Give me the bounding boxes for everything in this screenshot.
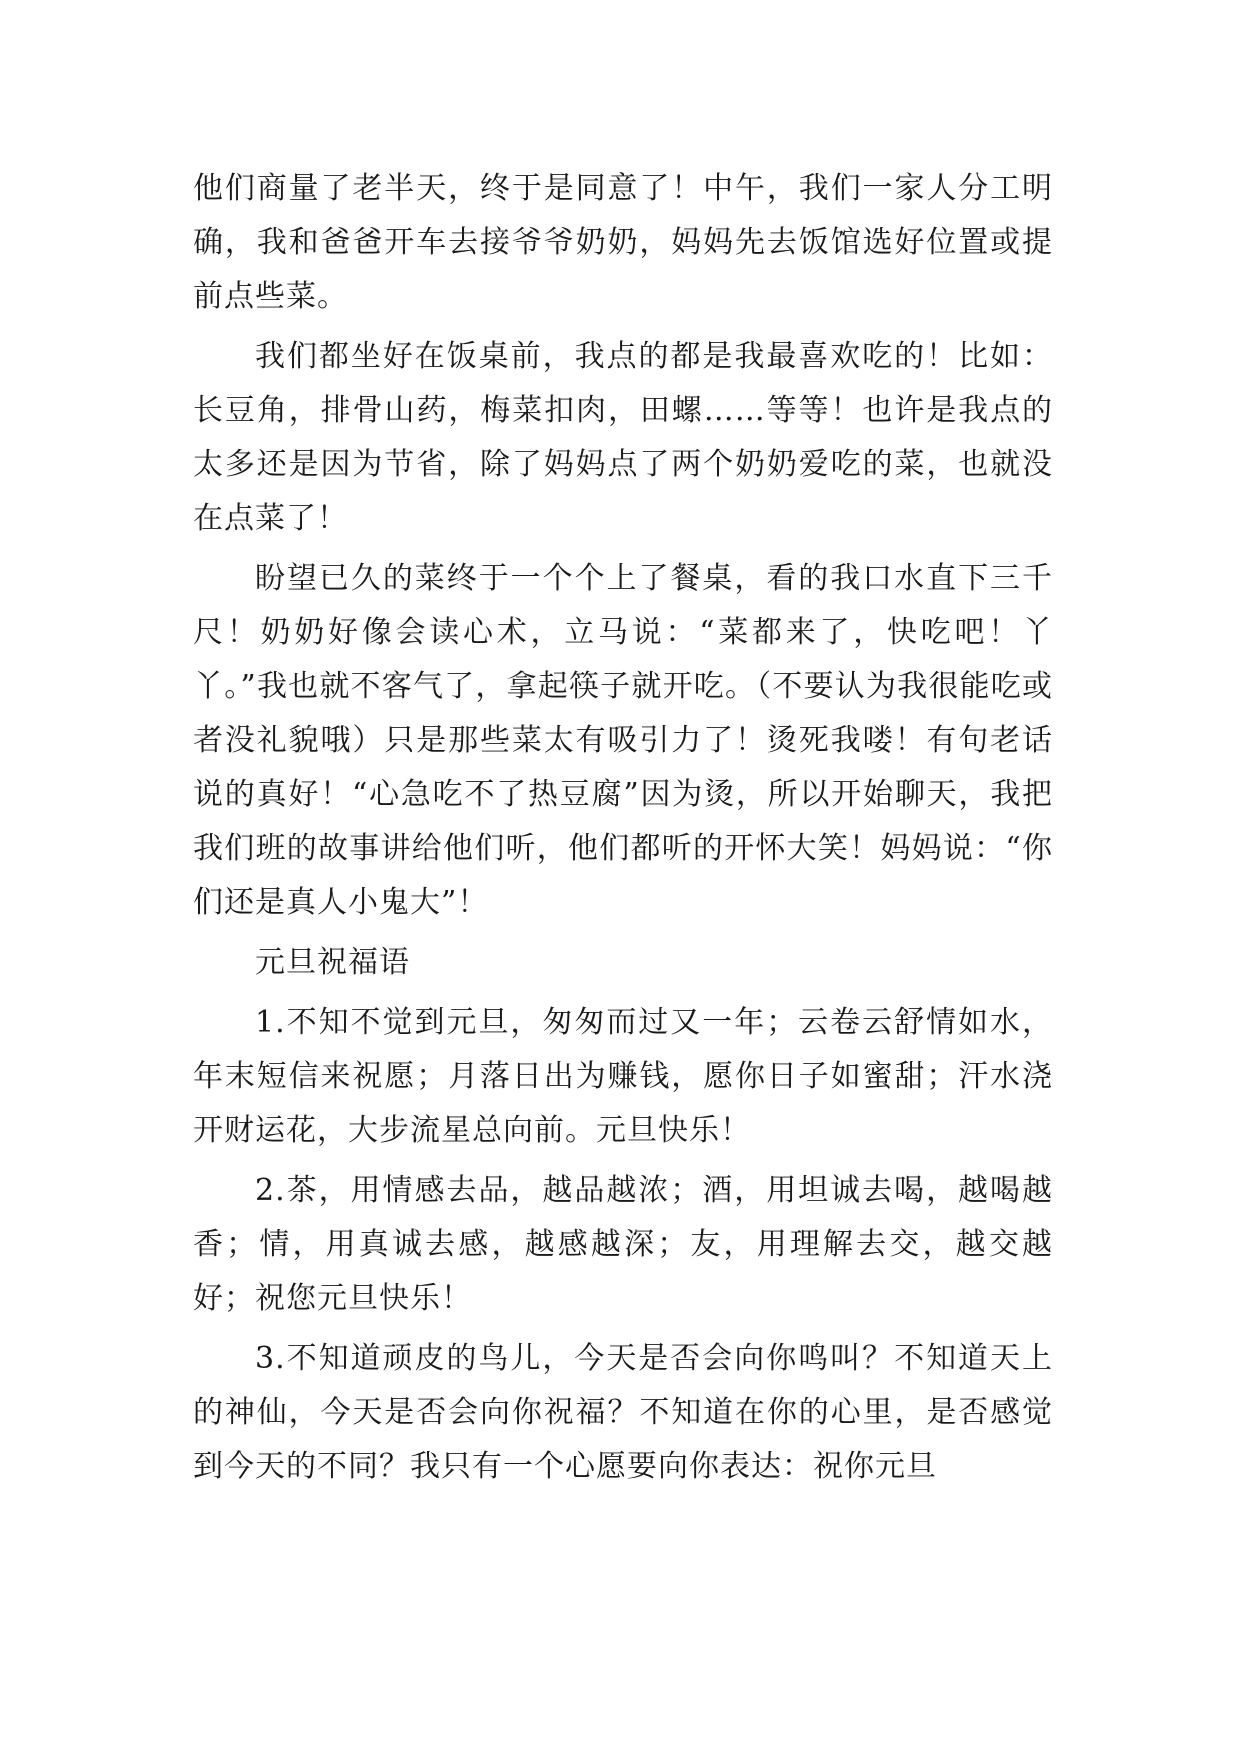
- wish-item: 3.不知道顽皮的鸟儿，今天是否会向你鸣叫？不知道天上的神仙，今天是否会向你祝福？不知道在你的心里，是否感觉到今天的不同？我只有一个心愿要向你表达：祝你元旦: [193, 1341, 1053, 1484]
- paragraph-continued: 他们商量了老半天，终于是同意了！中午，我们一家人分工明确，我和爸爸开车去接爷爷奶奶，妈妈先去饭馆选好位置或提前点些菜。: [193, 171, 1053, 314]
- paragraph: 盼望已久的菜终于一个个上了餐桌，看的我口水直下三千尺！奶奶好像会读心术，立马说：“菜都来了，快吃吧！丫丫。”我也就不客气了，拿起筷子就开吃。（不要认为我很能吃或者没礼貌哦）只是那些菜太有吸引力了！烫死我喽！有句老话说的真好！“心急吃不了热豆腐”因为烫，所以开始聊天，我把我们班的故事讲给他们听，他们都听的开怀大笑！妈妈说：“你们还是真人小鬼大”！: [193, 561, 1053, 920]
- section-heading: 元旦祝福语: [255, 945, 410, 980]
- wish-item: 2.茶，用情感去品，越品越浓；酒，用坦诚去喝，越喝越香；情，用真诚去感，越感越深；友，用理解去交，越交越好；祝您元旦快乐！: [193, 1173, 1053, 1316]
- wish-item: 1.不知不觉到元旦，匆匆而过又一年；云卷云舒情如水，年末短信来祝愿；月落日出为赚钱，愿你日子如蜜甜；汗水浇开财运花，大步流星总向前。元旦快乐！: [193, 1005, 1053, 1148]
- paragraph: 我们都坐好在饭桌前，我点的都是我最喜欢吃的！比如：长豆角，排骨山药，梅菜扣肉，田螺……等等！也许是我点的太多还是因为节省，除了妈妈点了两个奶奶爱吃的菜，也就没在点菜了！: [193, 339, 1053, 536]
- document-body: [193, 162, 1053, 1500]
